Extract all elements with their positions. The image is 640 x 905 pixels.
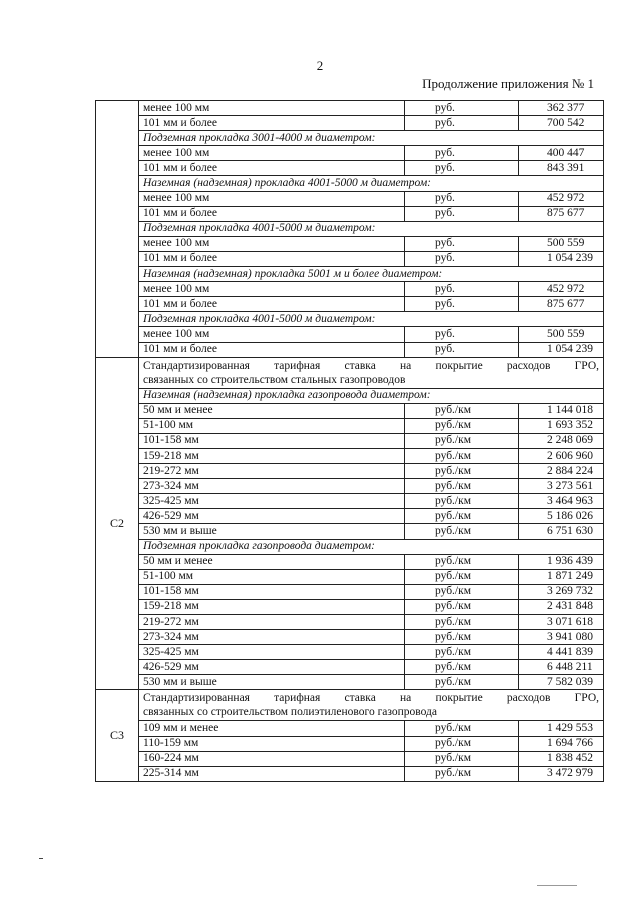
unit-cell: руб./км	[405, 584, 519, 599]
unit-cell: руб./км	[405, 599, 519, 614]
table-row	[96, 675, 604, 690]
diameter-cell: 101 мм и более	[139, 161, 405, 176]
table-row	[96, 479, 604, 494]
value-cell: 452 972	[519, 191, 604, 206]
description-line: Стандартизированная тарифная ставка на покрытие расходов ГРО,	[143, 359, 599, 372]
subheading: Подземная прокладка газопровода диаметром:	[139, 539, 604, 554]
description-row	[96, 690, 604, 721]
table-row	[96, 524, 604, 539]
value-cell: 1 054 239	[519, 251, 604, 266]
subheading-row	[96, 539, 604, 554]
value-cell: 1 936 439	[519, 554, 604, 569]
table-row	[96, 342, 604, 357]
diameter-cell: 109 мм и менее	[139, 721, 405, 736]
unit-cell: руб./км	[405, 494, 519, 509]
unit-cell: руб.	[405, 206, 519, 221]
subheading: Наземная (надземная) прокладка 5001 м и более диаметром:	[139, 267, 604, 282]
value-cell: 875 677	[519, 297, 604, 312]
unit-cell: руб.	[405, 236, 519, 251]
table-row	[96, 236, 604, 251]
unit-cell: руб./км	[405, 433, 519, 448]
value-cell: 2 606 960	[519, 448, 604, 463]
diameter-cell: 225-314 мм	[139, 766, 405, 781]
unit-cell: руб./км	[405, 615, 519, 630]
section-code	[96, 101, 139, 358]
table-row	[96, 206, 604, 221]
table-row	[96, 751, 604, 766]
description-line: связанных со строительством полиэтиленового газопровода	[143, 706, 438, 719]
table-row	[96, 569, 604, 584]
subheading-row	[96, 267, 604, 282]
unit-cell: руб.	[405, 146, 519, 161]
unit-cell: руб.	[405, 282, 519, 297]
value-cell: 3 071 618	[519, 615, 604, 630]
diameter-cell: 101 мм и более	[139, 116, 405, 131]
unit-cell: руб./км	[405, 524, 519, 539]
table-row	[96, 766, 604, 781]
unit-cell: руб./км	[405, 479, 519, 494]
subheading: Подземная прокладка 4001-5000 м диаметром:	[139, 312, 604, 327]
unit-cell: руб.	[405, 116, 519, 131]
diameter-cell: менее 100 мм	[139, 191, 405, 206]
table-row	[96, 630, 604, 645]
value-cell: 6 448 211	[519, 660, 604, 675]
value-cell: 1 429 553	[519, 721, 604, 736]
unit-cell: руб./км	[405, 645, 519, 660]
diameter-cell: менее 100 мм	[139, 236, 405, 251]
diameter-cell: 101 мм и более	[139, 342, 405, 357]
subheading-row	[96, 388, 604, 403]
value-cell: 4 441 839	[519, 645, 604, 660]
value-cell: 3 269 732	[519, 584, 604, 599]
value-cell: 2 248 069	[519, 433, 604, 448]
diameter-cell: 325-425 мм	[139, 494, 405, 509]
value-cell: 1 838 452	[519, 751, 604, 766]
value-cell: 1 871 249	[519, 569, 604, 584]
subheading: Наземная (надземная) прокладка газопровода диаметром:	[139, 388, 604, 403]
table-row	[96, 464, 604, 479]
value-cell: 1 144 018	[519, 403, 604, 418]
diameter-cell: 101-158 мм	[139, 433, 405, 448]
value-cell: 6 751 630	[519, 524, 604, 539]
table-row	[96, 146, 604, 161]
diameter-cell: 101 мм и более	[139, 297, 405, 312]
value-cell: 700 542	[519, 116, 604, 131]
diameter-cell: 51-100 мм	[139, 418, 405, 433]
table-row	[96, 599, 604, 614]
description-line: Стандартизированная тарифная ставка на покрытие расходов ГРО,	[143, 692, 599, 705]
diameter-cell: менее 100 мм	[139, 282, 405, 297]
section-code: С3	[96, 690, 139, 781]
subheading-row	[96, 312, 604, 327]
page-number: 2	[316, 58, 324, 73]
diameter-cell: 273-324 мм	[139, 479, 405, 494]
unit-cell: руб.	[405, 342, 519, 357]
value-cell: 1 693 352	[519, 418, 604, 433]
continuation-heading: Продолжение приложения № 1	[422, 76, 594, 91]
unit-cell: руб./км	[405, 448, 519, 463]
table-row	[96, 721, 604, 736]
unit-cell: руб.	[405, 251, 519, 266]
unit-cell: руб.	[405, 101, 519, 116]
diameter-cell: 426-529 мм	[139, 660, 405, 675]
section-code: С2	[96, 357, 139, 690]
value-cell: 2 431 848	[519, 599, 604, 614]
diameter-cell: менее 100 мм	[139, 146, 405, 161]
table-row	[96, 282, 604, 297]
table-row	[96, 448, 604, 463]
table-row	[96, 433, 604, 448]
table-row	[96, 615, 604, 630]
value-cell: 500 559	[519, 327, 604, 342]
diameter-cell: 159-218 мм	[139, 599, 405, 614]
diameter-cell: 159-218 мм	[139, 448, 405, 463]
value-cell: 3 273 561	[519, 479, 604, 494]
subheading-row	[96, 176, 604, 191]
scan-mark	[537, 885, 577, 886]
unit-cell: руб.	[405, 297, 519, 312]
value-cell: 875 677	[519, 206, 604, 221]
value-cell: 3 464 963	[519, 494, 604, 509]
value-cell: 500 559	[519, 236, 604, 251]
unit-cell: руб./км	[405, 418, 519, 433]
value-cell: 7 582 039	[519, 675, 604, 690]
value-cell: 843 391	[519, 161, 604, 176]
unit-cell: руб./км	[405, 464, 519, 479]
unit-cell: руб./км	[405, 554, 519, 569]
value-cell: 3 941 080	[519, 630, 604, 645]
subheading: Подземная прокладка 3001-4000 м диаметром:	[139, 131, 604, 146]
table-row	[96, 251, 604, 266]
table-row	[96, 327, 604, 342]
unit-cell: руб.	[405, 327, 519, 342]
table-row	[96, 645, 604, 660]
diameter-cell: 325-425 мм	[139, 645, 405, 660]
diameter-cell: 160-224 мм	[139, 751, 405, 766]
table-row	[96, 584, 604, 599]
description-line: связанных со строительством стальных газопроводов	[143, 373, 406, 386]
unit-cell: руб./км	[405, 751, 519, 766]
unit-cell: руб./км	[405, 721, 519, 736]
diameter-cell: 101 мм и более	[139, 251, 405, 266]
table-row	[96, 297, 604, 312]
value-cell: 1 054 239	[519, 342, 604, 357]
diameter-cell: 50 мм и менее	[139, 554, 405, 569]
table-row	[96, 494, 604, 509]
subheading-row	[96, 131, 604, 146]
subheading: Подземная прокладка 4001-5000 м диаметром:	[139, 221, 604, 236]
diameter-cell: 51-100 мм	[139, 569, 405, 584]
subheading: Наземная (надземная) прокладка 4001-5000 м диаметром:	[139, 176, 604, 191]
table-row	[96, 554, 604, 569]
section-description	[139, 690, 604, 721]
table-row	[96, 191, 604, 206]
table-row	[96, 116, 604, 131]
table-row	[96, 403, 604, 418]
diameter-cell: менее 100 мм	[139, 101, 405, 116]
tariff-table	[95, 100, 604, 782]
table-row	[96, 418, 604, 433]
diameter-cell: 426-529 мм	[139, 509, 405, 524]
value-cell: 1 694 766	[519, 736, 604, 751]
table-row	[96, 101, 604, 116]
unit-cell: руб.	[405, 191, 519, 206]
unit-cell: руб./км	[405, 675, 519, 690]
diameter-cell: менее 100 мм	[139, 327, 405, 342]
diameter-cell: 50 мм и менее	[139, 403, 405, 418]
unit-cell: руб./км	[405, 403, 519, 418]
unit-cell: руб./км	[405, 660, 519, 675]
unit-cell: руб.	[405, 161, 519, 176]
unit-cell: руб./км	[405, 766, 519, 781]
diameter-cell: 273-324 мм	[139, 630, 405, 645]
diameter-cell: 530 мм и выше	[139, 675, 405, 690]
tariff-table-body	[96, 101, 604, 782]
table-row	[96, 161, 604, 176]
unit-cell: руб./км	[405, 736, 519, 751]
diameter-cell: 101-158 мм	[139, 584, 405, 599]
table-row	[96, 509, 604, 524]
diameter-cell: 530 мм и выше	[139, 524, 405, 539]
value-cell: 400 447	[519, 146, 604, 161]
value-cell: 2 884 224	[519, 464, 604, 479]
value-cell: 5 186 026	[519, 509, 604, 524]
unit-cell: руб./км	[405, 569, 519, 584]
diameter-cell: 101 мм и более	[139, 206, 405, 221]
diameter-cell: 219-272 мм	[139, 464, 405, 479]
table-row	[96, 660, 604, 675]
description-row	[96, 357, 604, 388]
value-cell: 452 972	[519, 282, 604, 297]
subheading-row	[96, 221, 604, 236]
unit-cell: руб./км	[405, 509, 519, 524]
value-cell: 362 377	[519, 101, 604, 116]
unit-cell: руб./км	[405, 630, 519, 645]
value-cell: 3 472 979	[519, 766, 604, 781]
section-description	[139, 357, 604, 388]
diameter-cell: 110-159 мм	[139, 736, 405, 751]
diameter-cell: 219-272 мм	[139, 615, 405, 630]
scan-mark	[39, 858, 43, 859]
table-row	[96, 736, 604, 751]
